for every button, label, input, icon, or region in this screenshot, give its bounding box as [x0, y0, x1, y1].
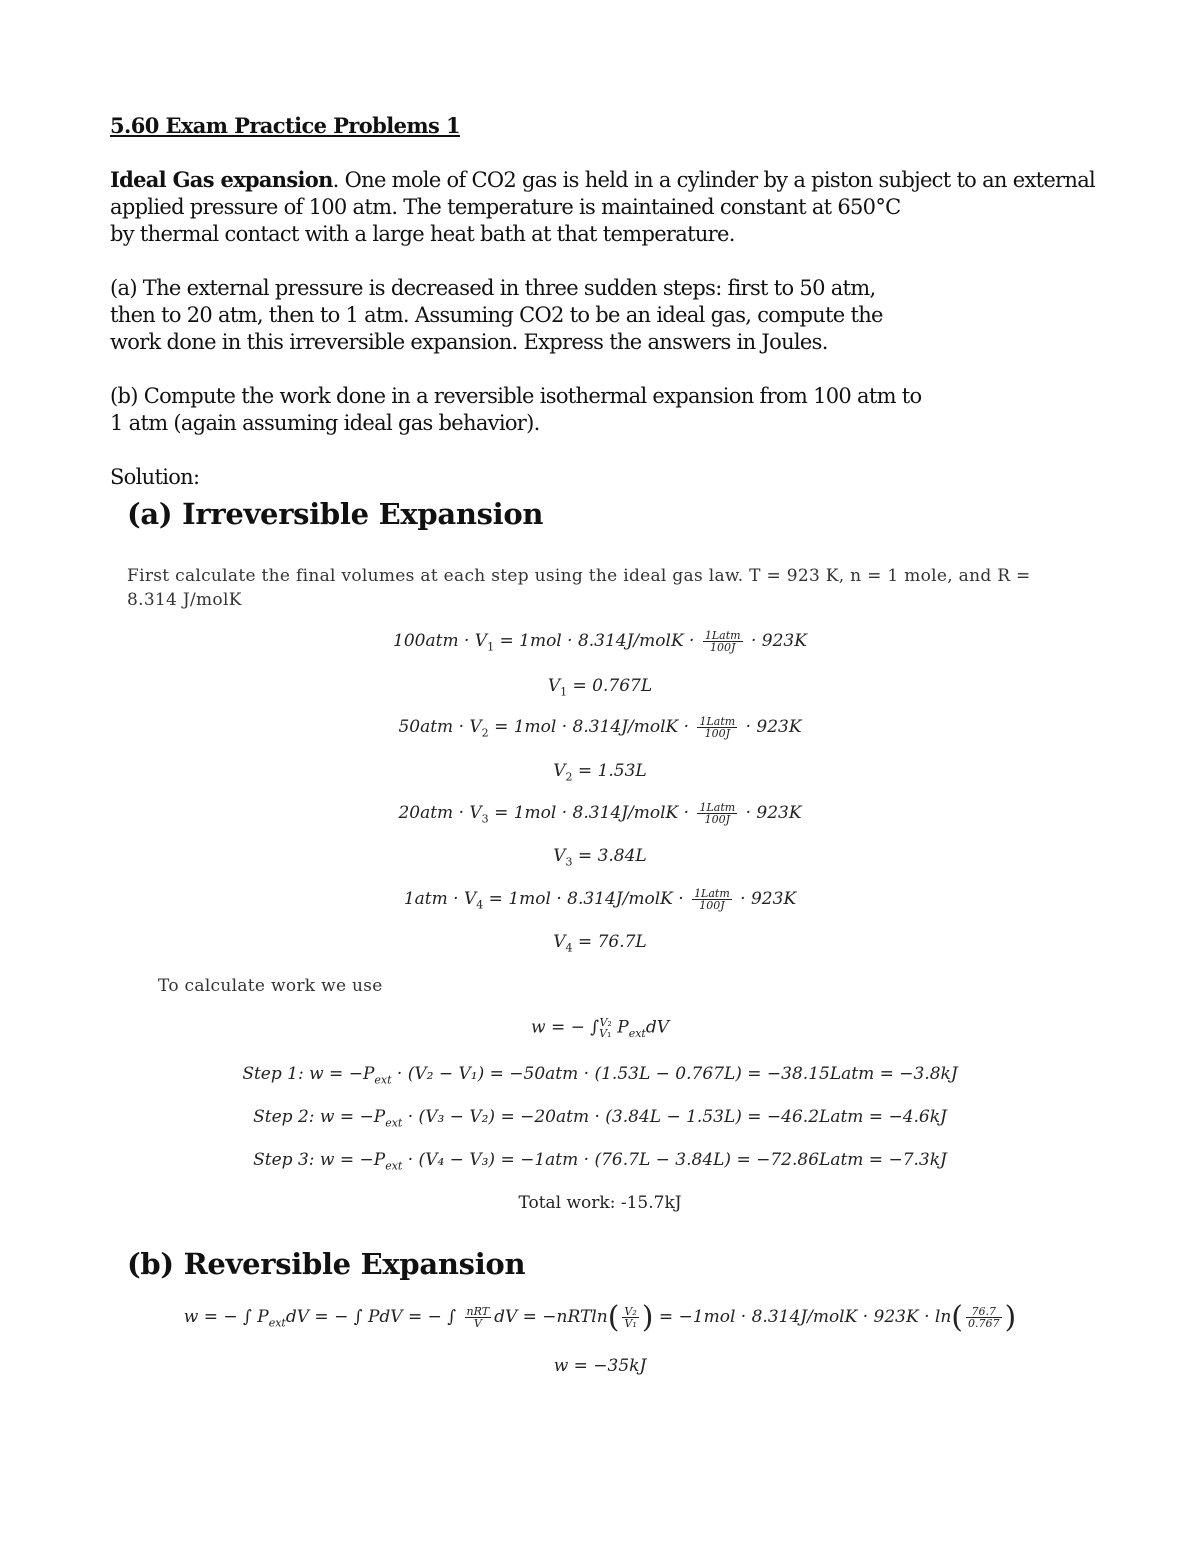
problem-line-2: applied pressure of 100 atm. The temperature is maintained constant at 650°C	[110, 195, 901, 219]
part-a-line-1: (a) The external pressure is decreased in three sudden steps: first to 50 atm,	[110, 276, 876, 300]
part-b-line-1: (b) Compute the work done in a reversible isothermal expansion from 100 atm to	[110, 384, 922, 408]
equation-step-4: $1atm \cdot V_4 = 1mol$ · 8.314J/molK · $\frac{\text{1Latm}}{100J}$ · 923K	[403, 887, 797, 912]
part-a-line-3: work done in this irreversible expansion. Express the answers in Joules.	[110, 330, 828, 354]
result-v1: $V_1 = 0.767L$	[547, 676, 653, 699]
problem-line-1	[110, 166, 1095, 194]
section-a-intro-2: 8.314 J/molK	[127, 590, 242, 610]
section-a-intro-1: First calculate the final volumes at each step using the ideal gas law. T = 923 K, n = 1 mole, and R =	[127, 566, 1031, 586]
result-v3: $V_3 = 3.84L$	[553, 846, 647, 869]
result-v2: $V_2 = 1.53L$	[553, 761, 647, 784]
work-intro: To calculate work we use	[158, 976, 383, 996]
reversible-work-result: w = −35kJ	[553, 1356, 647, 1376]
page-title: 5.60 Exam Practice Problems 1	[110, 113, 460, 138]
result-v4: $V_4 = 76.7L$	[553, 932, 647, 955]
section-a-heading: (a) Irreversible Expansion	[127, 497, 544, 531]
equation-step-1: $100atm \cdot V_1 = 1mol$ · 8.314J/molK · $\frac{\text{1Latm}}{100J}$ · 923K	[393, 629, 807, 654]
problem-line-3: by thermal contact with a large heat bath at that temperature.	[110, 222, 735, 246]
equation-step-2: $50atm \cdot V_2 = 1mol$ · 8.314J/molK · $\frac{\text{1Latm}}{100J}$ · 923K	[398, 715, 802, 740]
total-work: Total work: -15.7kJ	[518, 1193, 682, 1213]
section-b-heading: (b) Reversible Expansion	[127, 1247, 526, 1281]
equation-step-3: $20atm \cdot V_3 = 1mol$ · 8.314J/molK · $\frac{\text{1Latm}}{100J}$ · 923K	[398, 801, 802, 826]
step-2-work: Step 2: $w = -P_{ext} \cdot (V_3 - V_2) = -20atm \cdot (3.84L - 1.53L)$ = −46.2Latm = −4.6kJ	[253, 1107, 947, 1130]
problem-lead: Ideal Gas expansion	[110, 167, 333, 192]
step-1-work: Step 1: $w = -P_{ext} \cdot (V_2 - V_1) = -50atm \cdot (1.53L - 0.767L)$ = −38.15Latm = −3.8kJ	[242, 1064, 958, 1087]
reversible-work-equation: w = − ∫ $P_{ext}dV$ = − ∫ PdV = − ∫ $\frac{\text{nRT}}{V}$ dV = −nRTln( $\frac{\text{V₂}}{\text{V₁}}$ ) = −1mol · 8.314J/molK · 923K · ln( $\frac{76.7}{0.767}$ )	[183, 1300, 1017, 1335]
problem-text-1: . One mole of CO2 gas is held in a cylinder by a piston subject to an external	[332, 168, 1096, 192]
step-3-work: Step 3: $w = -P_{ext} \cdot (V_4 - V_3) = -1atm \cdot (76.7L - 3.84L)$ = −72.86Latm = −7.3kJ	[253, 1150, 947, 1173]
solution-label: Solution:	[110, 465, 200, 489]
work-formula: w = − $\int_{V_1}^{V_2}$ $P_{ext}dV$	[530, 1016, 669, 1041]
part-b-line-2: 1 atm (again assuming ideal gas behavior).	[110, 411, 540, 435]
part-a-line-2: then to 20 atm, then to 1 atm. Assuming CO2 to be an ideal gas, compute the	[110, 303, 883, 327]
